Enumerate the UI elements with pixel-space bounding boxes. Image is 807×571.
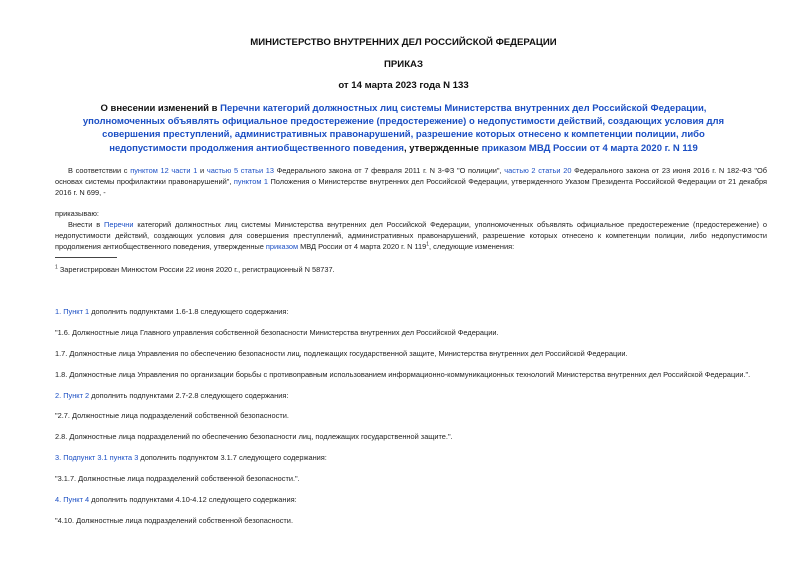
ministry-heading: МИНИСТЕРСТВО ВНУТРЕННИХ ДЕЛ РОССИЙСКОЙ ФЕДЕРАЦИИ xyxy=(250,37,557,48)
order-intro: приказываю: xyxy=(55,209,99,218)
document-title: О внесении изменений в Перечни категорий должностных лиц системы Министерства внутренних дел Российской Федерации, уполномоченных объявлять официальное предостережение (предостережение) о недопустимости действий, создающих условия для совершения преступлений, административных правонарушений, разрешение которых отнесено к компетенции полиции, либо недопустимости продолжения антиобщественного поведения, утвержденные приказом МВД России от 4 марта 2020 г. N 119 xyxy=(82,103,725,154)
title-link-lists[interactable]: Перечни категорий должностных лиц системы Министерства внутренних дел Российской Федерации, уполномоченных объявлять официальное предостережение (предостережение) о недопустимости действий, создающих условия для совершения преступлений, административных правонарушений, разрешение которых отнесено к компетенции полиции, либо недопустимости продолжения антиобщественного поведения xyxy=(82,103,725,154)
preamble-paragraph: В соответствии с пунктом 12 части 1 и частью 5 статьи 13 Федерального закона от 7 февраля 2011 г. N 3-ФЗ "О полиции", частью 2 статьи 20 Федерального закона от 23 июня 2016 г. N 182-ФЗ "Об основах системы профилактики правонарушений", пунктом 1 Положения о Министерстве внутренних дел Российской Федерации, утвержденного Указом Президента Российской Федерации от 21 декабря 2016 г. N 699, - xyxy=(55,166,768,197)
link-item-2[interactable]: Пункт 2 xyxy=(63,391,90,400)
quote-2-7: "2.7. Должностные лица подразделений собственной безопасности. xyxy=(55,411,289,420)
quote-1-8: 1.8. Должностные лица Управления по организации борьбы с противоправным использованием информационно-коммуникационных технологий Министерства внутренних дел Российской Федерации.". xyxy=(55,370,751,379)
link-lists[interactable]: Перечни xyxy=(104,220,134,229)
link-item-4[interactable]: Пункт 4 xyxy=(63,495,90,504)
footnote-ref[interactable]: 1 xyxy=(426,241,430,248)
quote-1-7: 1.7. Должностные лица Управления по обеспечению безопасности лиц, подлежащих государственной защите, Министерства внутренних дел Российской Федерации. xyxy=(55,349,628,358)
footnote-divider xyxy=(55,257,117,258)
item-4: 4. Пункт 4 дополнить подпунктами 4.10-4.12 следующего содержания: xyxy=(55,495,297,504)
order-date: от 14 марта 2023 года N 133 xyxy=(338,80,469,91)
link-point-1[interactable]: пунктом 1 xyxy=(233,177,269,186)
quote-1-6: "1.6. Должностные лица Главного управления собственной безопасности Министерства внутренних дел Российской Федерации. xyxy=(55,328,499,337)
footnote-mark: 1 xyxy=(55,264,58,271)
link-article-12[interactable]: пунктом 12 части 1 xyxy=(130,166,198,175)
link-article-20[interactable]: частью 2 статьи 20 xyxy=(504,166,572,175)
footnote: $^1$ Зарегистрирован Минюстом России 22 июня 2020 г., регистрационный N 58737. xyxy=(55,264,335,274)
main-paragraph: Внести в Перечни категорий должностных лиц системы Министерства внутренних дел Российской Федерации, уполномоченных объявлять официальное предостережение (предостережение) о недопустимости действий, создающих условия для совершения преступлений, административных правонарушений, разрешение которых отнесено к компетенции полиции, либо недопустимости продолжения антиобщественного поведения, утвержденные приказом МВД России от 4 марта 2020 г. N $119^1$, следующие изменения: xyxy=(55,220,767,251)
item-3: 3. Подпункт 3.1 пункта 3 дополнить подпунктом 3.1.7 следующего содержания: xyxy=(55,453,327,462)
link-item-3[interactable]: Подпункт 3.1 пункта 3 xyxy=(63,453,139,462)
order-heading: ПРИКАЗ xyxy=(384,59,423,70)
quote-3-1-7: "3.1.7. Должностные лица подразделений собственной безопасности.". xyxy=(55,474,300,483)
link-item-1[interactable]: Пункт 1 xyxy=(63,307,90,316)
item-2: 2. Пункт 2 дополнить подпунктами 2.7-2.8 следующего содержания: xyxy=(55,391,289,400)
quote-2-8: 2.8. Должностные лица подразделений по обеспечению безопасности лиц, подлежащих государственной защите.". xyxy=(55,432,453,441)
link-order[interactable]: приказом xyxy=(265,242,299,251)
quote-4-10: "4.10. Должностные лица подразделений собственной безопасности. xyxy=(55,516,293,525)
link-article-13[interactable]: частью 5 статьи 13 xyxy=(206,166,274,175)
item-1: 1. Пункт 1 дополнить подпунктами 1.6-1.8 следующего содержания: xyxy=(55,307,289,316)
title-link-order-119[interactable]: приказом МВД России от 4 марта 2020 г. N 119 xyxy=(481,142,698,154)
